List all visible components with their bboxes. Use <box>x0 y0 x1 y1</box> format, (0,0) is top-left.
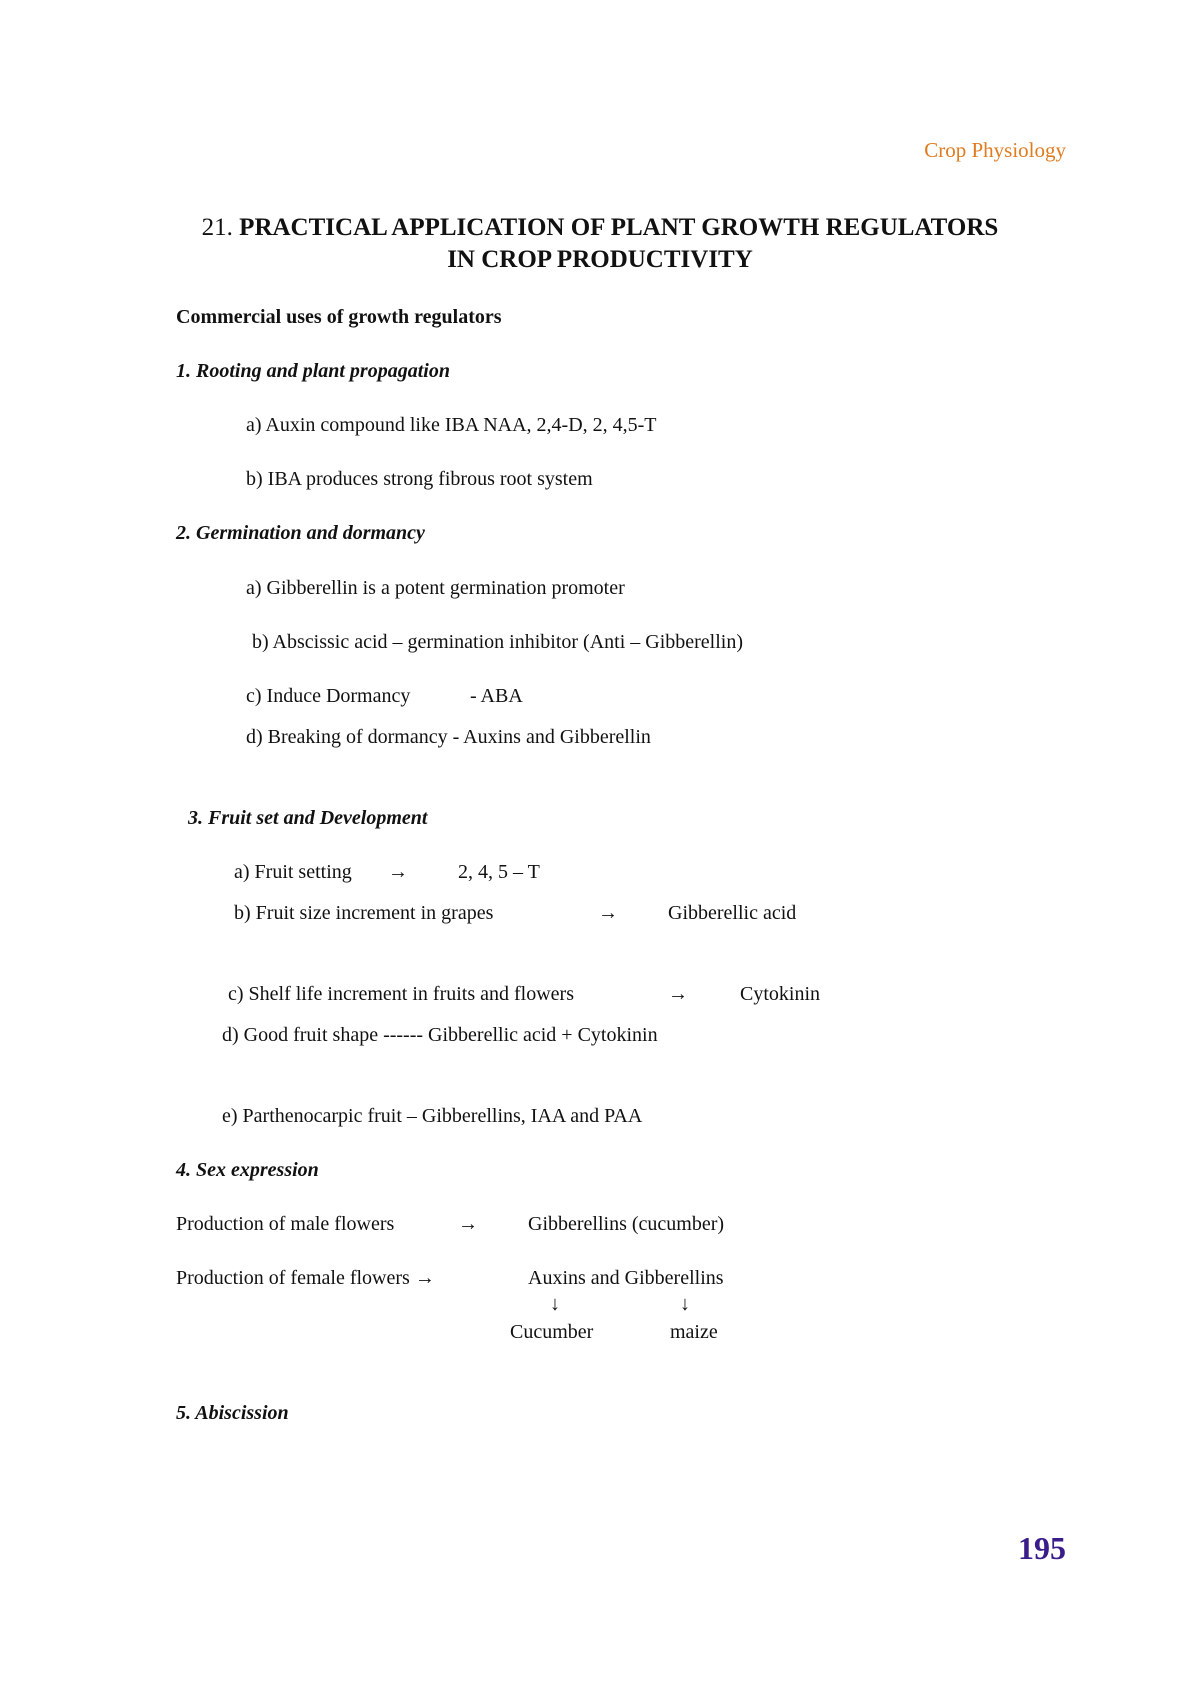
section-3-item-d: d) Good fruit shape ------ Gibberellic acid + Cytokinin <box>222 1024 658 1046</box>
female-flowers-label: Production of female flowers → <box>176 1267 435 1289</box>
section-2-item-c-value: - ABA <box>470 685 523 707</box>
crop-maize: maize <box>670 1321 718 1343</box>
section-2-item-a: a) Gibberellin is a potent germination promoter <box>246 577 625 599</box>
page-number: 195 <box>1018 1530 1066 1566</box>
section-2-item-d: d) Breaking of dormancy - Auxins and Gibberellin <box>246 726 651 748</box>
section-1-heading: 1. Rooting and plant propagation <box>176 360 450 382</box>
section-3-item-c-label: c) Shelf life increment in fruits and flowers <box>228 983 574 1005</box>
section-3-heading: 3. Fruit set and Development <box>188 807 428 829</box>
section-1-item-a: a) Auxin compound like IBA NAA, 2,4-D, 2, 4,5-T <box>246 414 657 436</box>
section-3-item-a-arrow: → <box>388 861 408 883</box>
section-3-item-a-label: a) Fruit setting <box>234 861 352 883</box>
section-3-item-b-value: Gibberellic acid <box>668 902 797 924</box>
section-3-item-c-value: Cytokinin <box>740 983 821 1005</box>
crop-cucumber: Cucumber <box>510 1321 594 1343</box>
section-3-item-c-arrow: → <box>668 983 688 1005</box>
section-2-item-b: b) Abscissic acid – germination inhibitor (Anti – Gibberellin) <box>252 631 744 653</box>
section-3-item-a-value: 2, 4, 5 – T <box>458 861 540 883</box>
female-flowers-value: Auxins and Gibberellins <box>528 1267 724 1289</box>
male-flowers-value: Gibberellins (cucumber) <box>528 1213 725 1235</box>
chapter-title-line2: IN CROP PRODUCTIVITY <box>447 246 753 273</box>
male-flowers-arrow: → <box>458 1213 478 1235</box>
chapter-number: 21. <box>201 214 233 241</box>
down-arrow-cucumber: ↓ <box>550 1293 560 1315</box>
section-2-heading: 2. Germination and dormancy <box>176 522 425 544</box>
section-1-item-b: b) IBA produces strong fibrous root system <box>246 468 593 490</box>
section-3-item-e: e) Parthenocarpic fruit – Gibberellins, IAA and PAA <box>222 1105 643 1127</box>
running-header: Crop Physiology <box>924 138 1066 162</box>
subheading: Commercial uses of growth regulators <box>176 306 502 328</box>
section-3-item-b-label: b) Fruit size increment in grapes <box>234 902 494 924</box>
chapter-title-text: PRACTICAL APPLICATION OF PLANT GROWTH REGULATORS <box>239 214 999 241</box>
section-4-heading: 4. Sex expression <box>176 1159 319 1181</box>
down-arrow-maize: ↓ <box>680 1293 690 1315</box>
chapter-title-line1 <box>0 214 1200 242</box>
section-2-item-c-label: c) Induce Dormancy <box>246 685 411 707</box>
section-3-item-b-arrow: → <box>598 902 618 924</box>
section-5-heading: 5. Abiscission <box>176 1402 289 1424</box>
male-flowers-label: Production of male flowers <box>176 1213 395 1235</box>
